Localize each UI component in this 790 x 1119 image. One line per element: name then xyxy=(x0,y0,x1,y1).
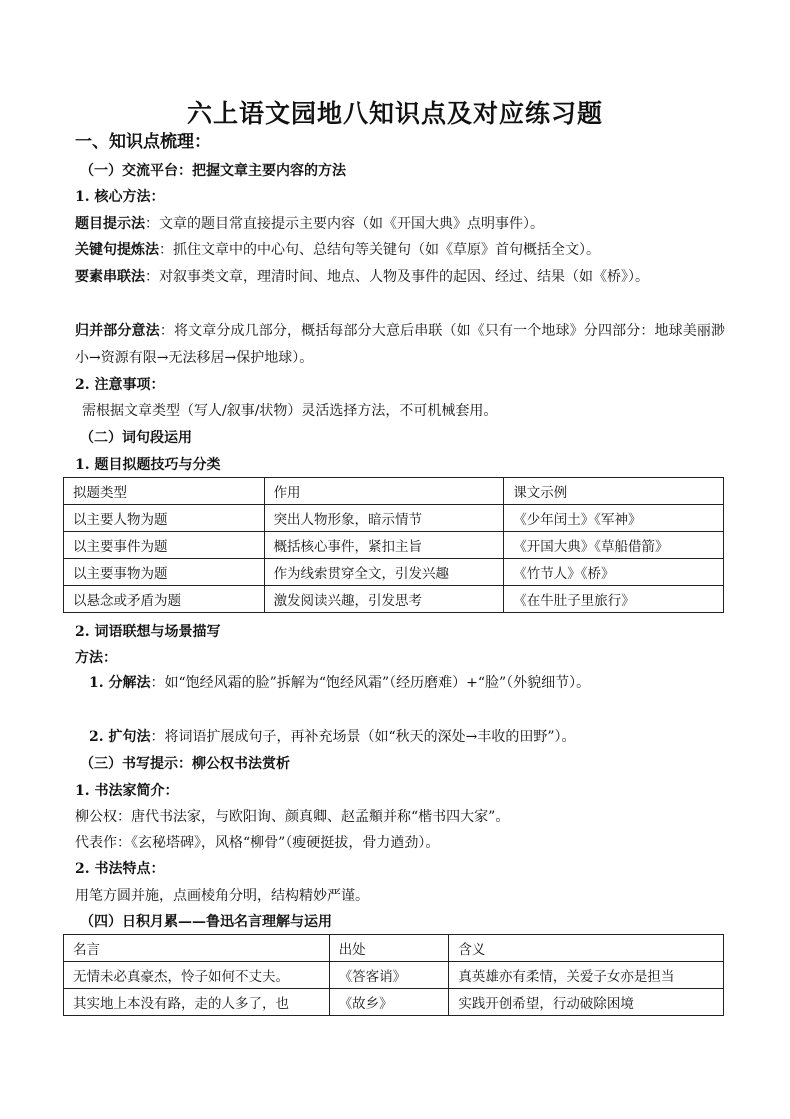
calligrapher-intro-heading: 1. 书法家简介： xyxy=(75,783,179,799)
part1-heading: （一）交流平台：把握文章主要内容的方法 xyxy=(80,163,346,179)
table-header-row xyxy=(64,478,724,505)
masterpiece-line: 代表作：《玄秘塔碑》，风格“柳骨”（瘦硬挺拔，骨力遒劲）。 xyxy=(75,835,440,851)
table-cell: 《竹节人》《桥》 xyxy=(504,559,724,586)
method-item xyxy=(75,264,725,291)
title-techniques-heading: 1. 题目拟题技巧与分类 xyxy=(75,457,221,473)
part2-heading: （二）词句段运用 xyxy=(80,430,192,446)
calligraphy-features-text: 用笔方圆并施，点画棱角分明，结构精妙严谨。 xyxy=(75,888,369,904)
table-cell: 以主要人物为题 xyxy=(64,505,265,532)
table-cell: 以悬念或矛盾为题 xyxy=(64,586,265,613)
method-item xyxy=(75,211,725,237)
table-cell: 《答客诮》 xyxy=(329,962,449,989)
table-row xyxy=(64,559,724,586)
table-row xyxy=(64,505,724,532)
method-label: 题目提示法 xyxy=(75,216,145,232)
table-cell: 无情未必真豪杰，怜子如何不丈夫。 xyxy=(64,962,330,989)
table-row xyxy=(64,962,724,989)
table-row xyxy=(64,586,724,613)
method-text: ：对叙事类文章，理清时间、地点、人物及事件的起因、经过、结果（如《桥》）。 xyxy=(145,269,649,285)
quotes-table xyxy=(63,934,724,1016)
notes-heading: 2. 注意事项： xyxy=(75,377,165,393)
table-cell: 概括核心事件，紧扣主旨 xyxy=(264,532,504,559)
part3-heading: （三）书写提示：柳公权书法赏析 xyxy=(80,756,290,772)
table-header-row xyxy=(64,935,724,962)
expand-text: ：将词语扩展成句子，再补充场景（如“秋天的深处→丰收的田野”）。 xyxy=(150,729,576,745)
table-cell: 《在牛肚子里旅行》 xyxy=(504,586,724,613)
table-header-cell: 名言 xyxy=(64,935,330,962)
table-cell: 突出人物形象，暗示情节 xyxy=(264,505,504,532)
method-item xyxy=(75,237,725,263)
table-cell: 《故乡》 xyxy=(329,989,449,1016)
calligrapher-line: 柳公权：唐代书法家，与欧阳询、颜真卿、赵孟頫并称“楷书四大家”。 xyxy=(75,809,510,825)
table-header-cell: 拟题类型 xyxy=(64,478,265,505)
title-types-table xyxy=(63,477,724,613)
word-association-heading: 2. 词语联想与场景描写 xyxy=(75,624,221,640)
table-header-cell: 出处 xyxy=(329,935,449,962)
table-header-cell: 作用 xyxy=(264,478,504,505)
page-title: 六上语文园地八知识点及对应练习题 xyxy=(186,99,603,128)
method-label: 归并部分意法 xyxy=(75,323,160,339)
table-cell: 真英雄亦有柔情，关爱子女亦是担当 xyxy=(449,962,724,989)
method-label-line: 方法： xyxy=(75,650,117,666)
methods-heading: 1. 核心方法： xyxy=(75,189,165,205)
decompose-method xyxy=(75,670,725,697)
part4-heading: （四）日积月累——鲁迅名言理解与运用 xyxy=(80,914,332,930)
notes-text: 需根据文章类型（写人/叙事/状物）灵活选择方法，不可机械套用。 xyxy=(82,403,498,419)
method-text: ：文章的题目常直接提示主要内容（如《开国大典》点明事件）。 xyxy=(145,216,544,232)
decompose-label: 1. 分解法 xyxy=(89,675,151,691)
table-cell: 以主要事物为题 xyxy=(64,559,265,586)
table-row xyxy=(64,532,724,559)
section-heading-knowledge: 一、知识点梳理： xyxy=(75,132,211,152)
expand-label: 2. 扩句法 xyxy=(89,729,151,745)
table-cell: 其实地上本没有路，走的人多了，也 xyxy=(64,989,330,1016)
method-label: 关键句提炼法 xyxy=(75,242,159,258)
method-label: 要素串联法 xyxy=(75,269,145,285)
table-cell: 激发阅读兴趣，引发思考 xyxy=(264,586,504,613)
expand-method xyxy=(89,724,739,750)
table-cell: 以主要事件为题 xyxy=(64,532,265,559)
table-cell: 作为线索贯穿全文，引发兴趣 xyxy=(264,559,504,586)
method-item xyxy=(75,318,725,372)
table-cell: 《少年闰土》《军神》 xyxy=(504,505,724,532)
table-cell: 实践开创希望，行动破除困境 xyxy=(449,989,724,1016)
table-cell: 《开国大典》《草船借箭》 xyxy=(504,532,724,559)
method-text: ：抓住文章中的中心句、总结句等关键句（如《草原》首句概括全文）。 xyxy=(159,242,600,258)
table-header-cell: 含义 xyxy=(449,935,724,962)
calligraphy-features-heading: 2. 书法特点： xyxy=(75,861,165,877)
method-text: ：将文章分成几部分，概括每部分大意后串联（如《只有一个地球》分四部分：地球美丽渺小→资源有限→无法移居→保护地球）。 xyxy=(75,323,726,366)
table-header-cell: 课文示例 xyxy=(504,478,724,505)
decompose-text: ：如“饱经风霜的脸”拆解为“饱经风霜”（经历磨难）+“脸”（外貌细节）。 xyxy=(150,675,591,691)
table-row xyxy=(64,989,724,1016)
